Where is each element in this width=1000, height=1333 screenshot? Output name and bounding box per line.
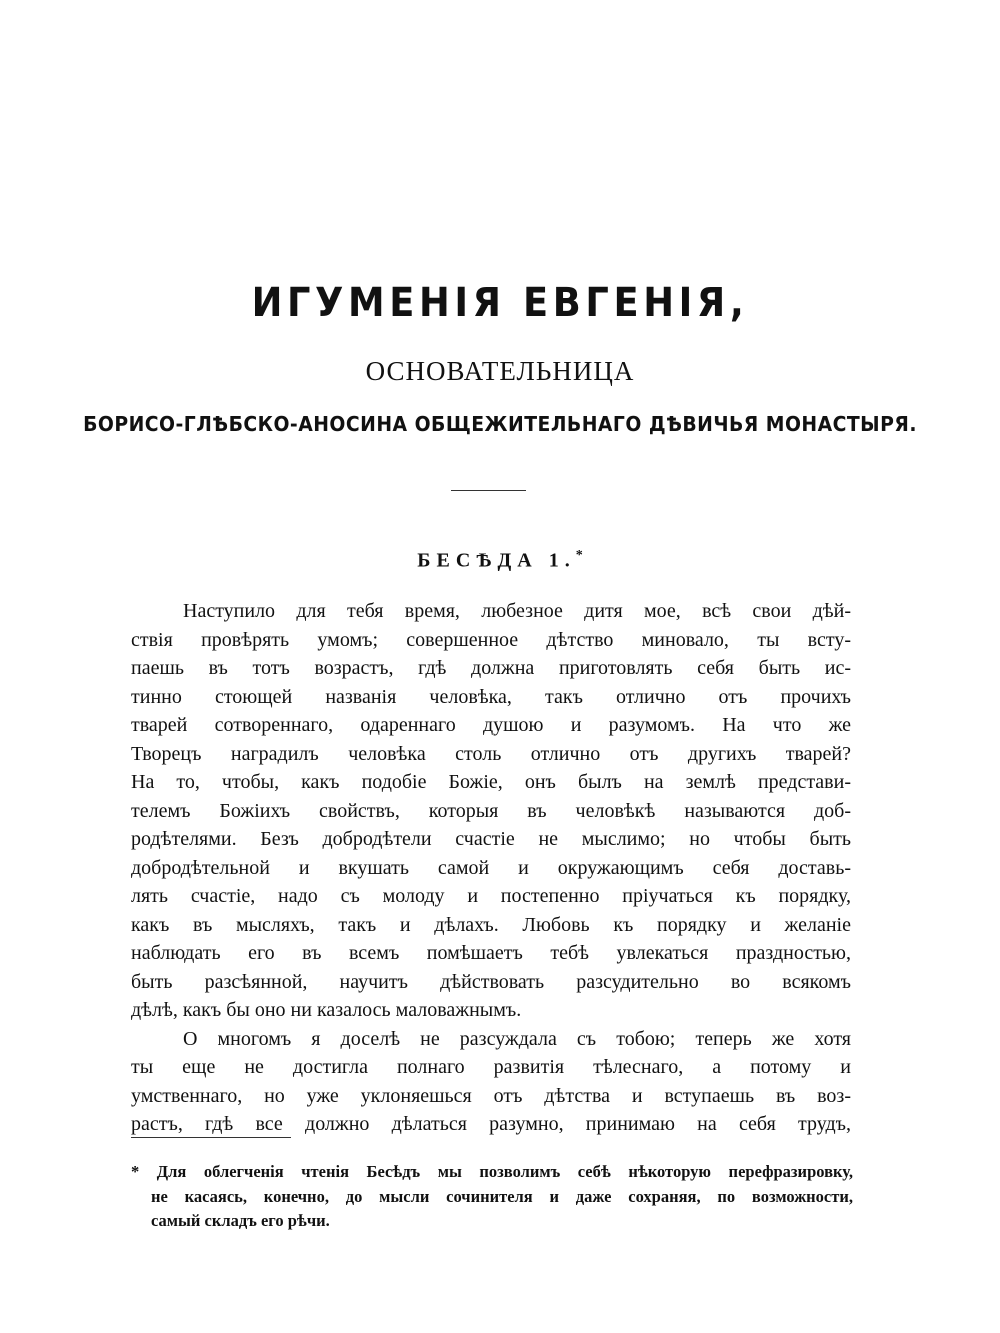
- body-text: [131, 597, 851, 1139]
- footnote-mark: *: [575, 548, 583, 563]
- body-line: умственнаго, но уже уклоняешься отъ дѣтства и вступаешь въ воз-: [131, 1084, 851, 1107]
- body-line: тварей сотвореннаго, одареннаго душою и разумомъ. На что же: [131, 714, 851, 736]
- page-subtitle: ОСНОВАТЕЛЬНИЦА: [365, 356, 635, 386]
- body-line: добродѣтельной и вкушать самой и окружающимъ себя доставь-: [131, 856, 851, 879]
- body-line: лять счастіе, надо съ молоду и постепенно пріучаться къ порядку,: [131, 885, 851, 907]
- body-line: наблюдать его въ всемъ помѣшаетъ тебѣ увлекаться праздностью,: [131, 942, 851, 964]
- body-line: телемъ Божіихъ свойствъ, которыя въ человѣкѣ называются доб-: [131, 799, 851, 822]
- footnote: [131, 1160, 853, 1234]
- monastery-title: БОРИСО-ГЛѢБСКО-АНОСИНА ОБЩЕЖИТЕЛЬНАГО ДѢВИЧЬЯ МОНАСТЫРЯ.: [83, 412, 917, 436]
- section-heading-text: БЕСѢДА 1.: [417, 549, 576, 572]
- body-line: Творецъ наградилъ человѣка столь отлично отъ другихъ тварей?: [131, 742, 851, 765]
- body-line: ты еще не достигла полнаго развитія тѣлеснаго, а потому и: [131, 1056, 851, 1078]
- body-line: какъ въ мысляхъ, такъ и дѣлахъ. Любовь къ порядку и желаніе: [131, 913, 851, 936]
- body-line: На то, чтобы, какъ подобіе Божіе, онъ былъ на землѣ представи-: [131, 771, 851, 793]
- body-line: родѣтелями. Безъ добродѣтели счастіе не мыслимо; но чтобы быть: [131, 828, 851, 850]
- body-line: дѣлѣ, какъ бы оно ни казалось маловажнымъ.: [131, 999, 522, 1021]
- footnote-line: не касаясь, конечно, до мысли сочинителя и даже сохраняя, по возможности,: [151, 1186, 853, 1206]
- footnote-line: самый складъ его рѣчи.: [151, 1211, 330, 1230]
- body-line: растъ, гдѣ все должно дѣлаться разумно, принимаю на себя трудъ,: [131, 1113, 851, 1135]
- page-title: ИГУМЕНІЯ ЕВГЕНІЯ,: [251, 280, 749, 326]
- footnote-line: * Для облегченія чтенія Бесѣдъ мы позволимъ себѣ нѣкоторую перефразировку,: [131, 1162, 853, 1181]
- section-heading: [400, 548, 600, 573]
- body-line: О многомъ я доселѣ не разсуждала съ тобою; теперь же хотя: [183, 1027, 851, 1050]
- body-line: быть разсѣянной, научитъ дѣйствовать разсудительно во всякомъ: [131, 970, 851, 993]
- title-divider: [451, 490, 526, 491]
- footnote-rule: [131, 1137, 291, 1138]
- body-line: паешь въ тотъ возрастъ, гдѣ должна приготовлять себя быть ис-: [131, 657, 851, 679]
- body-line: тинно стоющей названія человѣка, такъ отлично отъ прочихъ: [131, 685, 851, 708]
- body-line: ствія провѣрять умомъ; совершенное дѣтство миновало, ты всту-: [131, 628, 851, 651]
- body-line: Наступило для тебя время, любезное дитя мое, всѣ свои дѣй-: [183, 600, 851, 622]
